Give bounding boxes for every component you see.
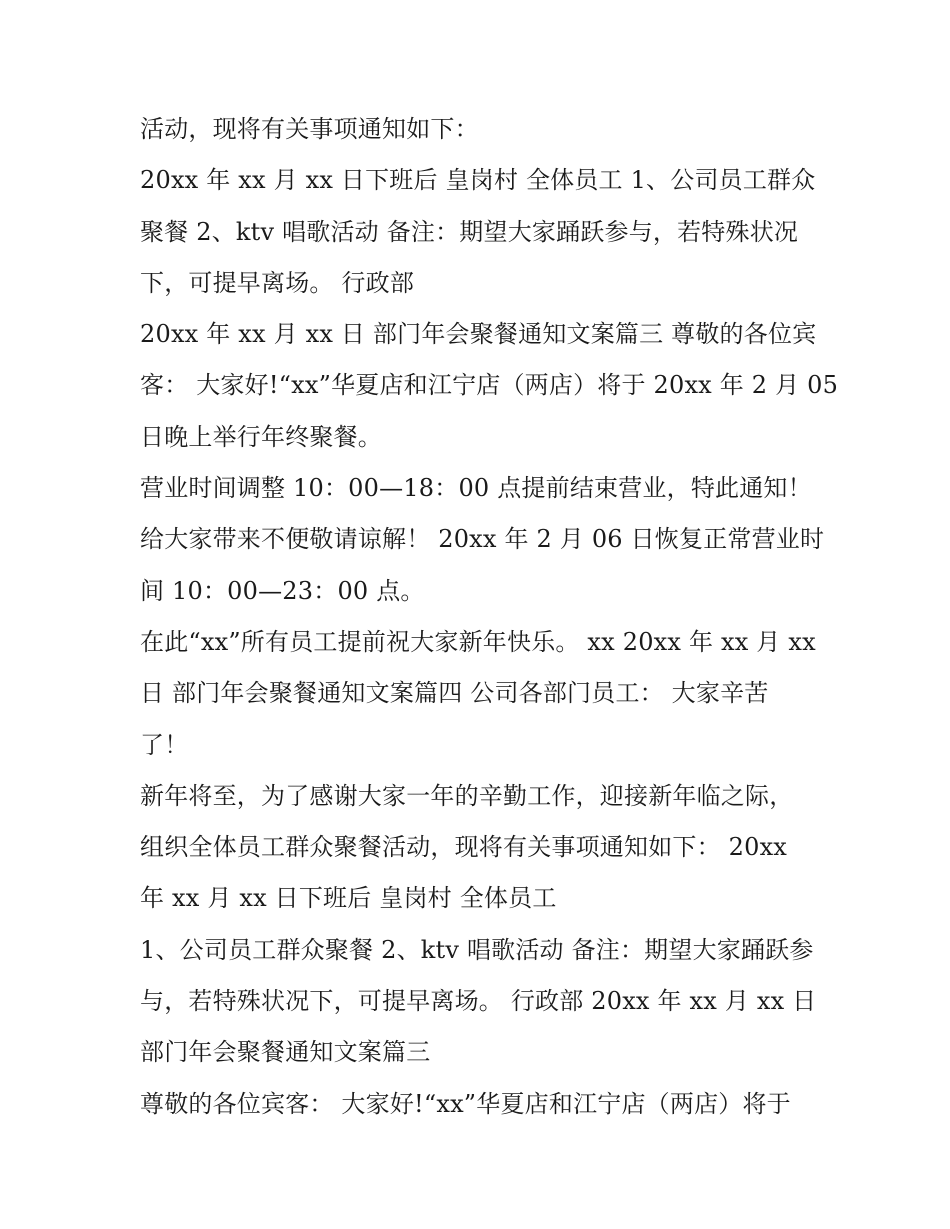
text-line: 营业时间调整 10：00—18：00 点提前结束营业，特此通知！ (140, 474, 812, 503)
text-line: 新年将至，为了感谢大家一年的辛勤工作，迎接新年临之际， (140, 781, 794, 810)
text-line: 间 10：00—23：00 点。 (140, 576, 425, 605)
text-line: 活动，现将有关事项通知如下： (140, 115, 479, 143)
text-line: 在此“xx”所有员工提前祝大家新年快乐。 xx 20xx 年 xx 月 xx (140, 627, 816, 656)
document-body (140, 104, 839, 1130)
text-line: 日 部门年会聚餐通知文案篇四 公司各部门员工： 大家辛苦 (140, 679, 769, 708)
text-line: 与，若特殊状况下，可提早离场。 行政部 20xx 年 xx 月 xx 日 (140, 987, 817, 1016)
text-line: 客： 大家好!“xx”华夏店和江宁店（两店）将于 20xx 年 2 月 05 (140, 371, 839, 400)
text-line: 部门年会聚餐通知文案篇三 (140, 1038, 431, 1067)
text-line: 下，可提早离场。 行政部 (140, 268, 415, 297)
text-line: 聚餐 2、ktv 唱歌活动 备注：期望大家踊跃参与，若特殊状况 (140, 217, 799, 246)
text-line: 日晚上举行年终聚餐。 (140, 422, 382, 451)
text-line: 组织全体员工群众聚餐活动，现将有关事项通知如下： 20xx (140, 833, 788, 862)
text-line: 20xx 年 xx 月 xx 日 部门年会聚餐通知文案篇三 尊敬的各位宾 (140, 320, 817, 349)
text-line: 20xx 年 xx 月 xx 日下班后 皇岗村 全体员工 1、公司员工群众 (140, 166, 816, 195)
text-line: 尊敬的各位宾客： 大家好!“xx”华夏店和江宁店（两店）将于 (140, 1089, 791, 1118)
text-line: 年 xx 月 xx 日下班后 皇岗村 全体员工 (140, 884, 557, 913)
text-line: 了！ (140, 730, 189, 759)
text-line: 给大家带来不便敬请谅解！ 20xx 年 2 月 06 日恢复正常营业时 (140, 525, 825, 554)
text-line: 1、公司员工群众聚餐 2、ktv 唱歌活动 备注：期望大家踊跃参 (140, 935, 814, 964)
